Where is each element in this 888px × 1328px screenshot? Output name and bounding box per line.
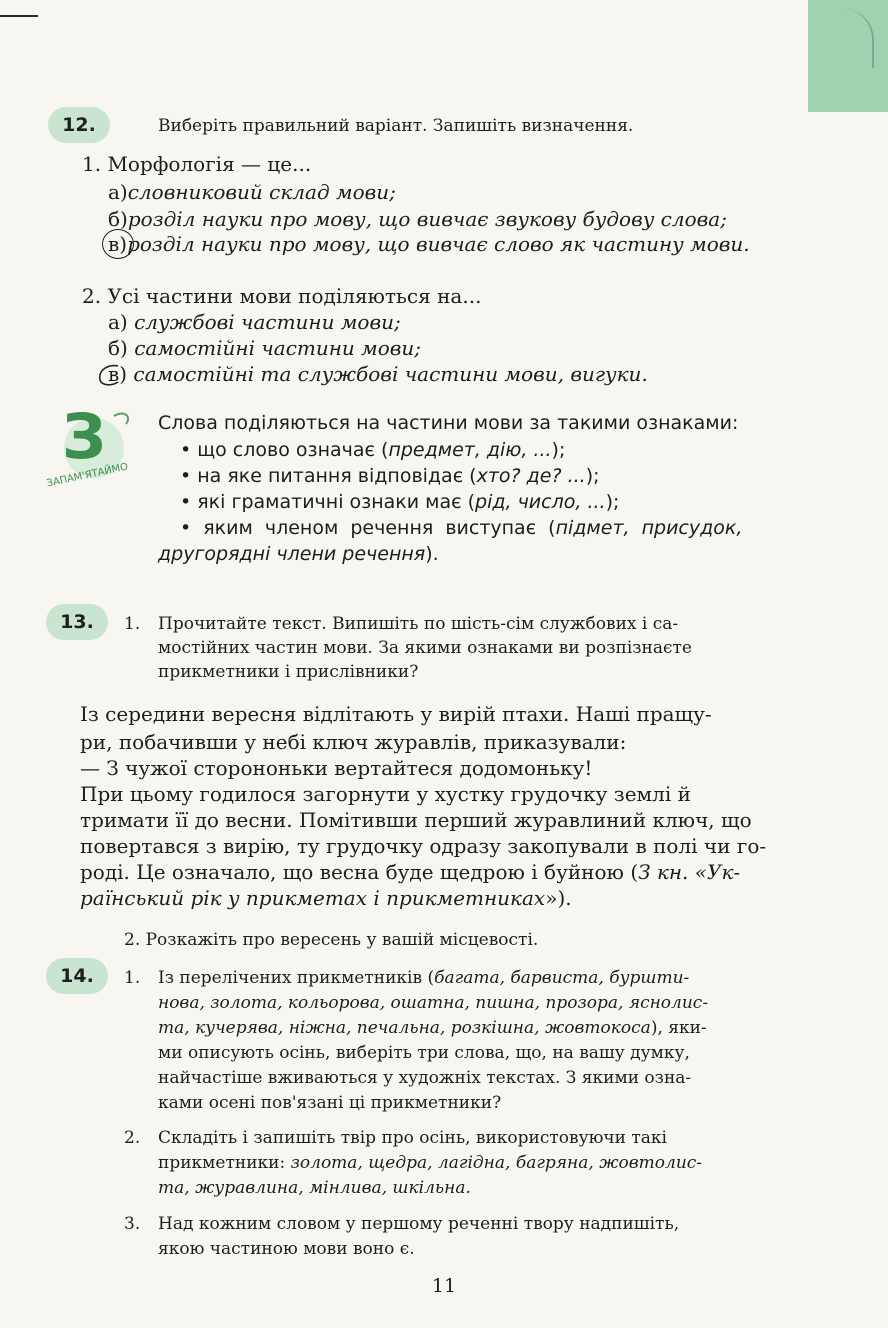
q2-a-label: а) [108,310,128,334]
remember-bullet-3 [180,491,619,513]
ex13-text-line-2: ри, побачивши у небі ключ журавлів, приказували: [80,730,627,754]
ex14-task1-line-3 [158,1018,707,1038]
q2-a-text: службові частини мови; [134,310,401,334]
ex14-task2-number: 2. [124,1128,141,1148]
q2-stem: 2. Усі частини мови поділяються на... [82,284,482,308]
remember-icon-label: ЗАПАМ'ЯТАЙМО [45,461,130,490]
b1-pre: • що слово означає ( [180,439,389,461]
ex13-text-line-4: При цьому годилося загорнути у хустку грудочку землі й [80,782,691,806]
ex13-text-line-5: тримати її до весни. Помітивши перший журавлиний ключ, що [80,808,752,832]
line8-source: раїнський рік у прикметах і прикметниках [80,886,546,910]
t2-l2-italic: золота, щедра, лагідна, багряна, жовтолис- [290,1153,703,1173]
b2-post: ); [585,465,600,487]
q2-c-text: самостійні та службові частини мови, вигуки. [133,362,648,386]
ex13-task1-number: 1. [124,614,141,634]
ex14-task2-line-3: та, журавлина, мінлива, шкільна. [158,1178,471,1198]
t1-l3-italic: та, кучерява, ніжна, печальна, розкішна, жовтокоса [158,1018,651,1038]
b1-post: ); [551,439,566,461]
q2-option-a [108,310,401,334]
ex14-task3-line-1: Над кожним словом у першому реченні твору надпишіть, [158,1214,680,1234]
b3-italic: рід, число, ... [475,491,606,513]
b2-pre: • на яке питання відповідає ( [180,465,477,487]
q1-b-text: розділ науки про мову, що вивчає звукову будову слова; [127,207,727,231]
line8-post: »). [545,886,572,910]
q2-option-c [108,362,648,386]
ex13-text-line-8 [80,886,572,910]
ex13-task1-line-1: Прочитайте текст. Випишіть по шість-сім службових і са- [158,614,679,634]
remember-bullet-2 [180,465,600,487]
ex14-task1-line-4: ми описують осінь, виберіть три слова, що, на вашу думку, [158,1043,690,1063]
q1-option-b [108,207,727,231]
q1-option-a [108,180,396,204]
ex13-task1-line-2: мостійних частин мови. За якими ознаками ви розпізнаєте [158,638,692,658]
exercise-13-badge: 13. [46,604,108,640]
q2-b-text: самостійні частини мови; [134,336,422,360]
remember-intro: Слова поділяються на частини мови за такими ознаками: [158,412,739,434]
b3-pre: • які граматичні ознаки має ( [180,491,476,513]
ex13-task2: 2. Розкажіть про вересень у вашій місцевості. [124,930,539,950]
ex14-task2-line-1: Складіть і запишіть твір про осінь, використовуючи такі [158,1128,667,1148]
t2-l2-pre: прикметники: [158,1153,291,1173]
remember-bullet-4 [180,517,742,539]
q1-c-label: в) [108,232,128,256]
ex14-task1-line-5: найчастіше вживаються у художніх текстах. З якими озна- [158,1068,692,1088]
b1-italic: предмет, дію, ... [388,439,552,461]
q2-option-b [108,336,421,360]
ex13-text-line-1: Із середини вересня відлітають у вирій птахи. Наші пращу- [80,702,712,726]
ex14-task2-line-2 [158,1153,702,1173]
remember-bullet-4-line-2 [158,543,439,565]
q1-a-text: словниковий склад мови; [127,180,396,204]
b2-italic: хто? де? ... [476,465,586,487]
page-number: 11 [431,1275,457,1297]
remember-bullet-1 [180,439,565,461]
q1-b-label: б) [108,207,128,231]
b4-line2-italic: другорядні члени речення [158,543,426,565]
ex13-text-line-6: повертався з вирію, ту грудочку одразу закопували в полі чи го- [80,834,767,858]
exercise-12-instruction: Виберіть правильний варіант. Запишіть визначення. [158,116,634,136]
ex14-task3-line-2: якою частиною мови воно є. [158,1239,415,1259]
ex13-task1-line-3: прикметники і прислівники? [158,662,419,682]
t1-l1-pre: Із перелічених прикметників ( [158,968,435,988]
t1-l3-post: ), яки- [650,1018,707,1038]
q2-b-label: б) [108,336,128,360]
q2-c-label: в) [108,362,128,386]
b3-post: ); [605,491,620,513]
remember-icon-digit: З [62,400,107,473]
line7-pre: роді. Це означало, що весна буде щедрою і буйною ( [80,860,639,884]
t1-l1-italic: багата, барвиста, буршти- [434,968,690,988]
ex14-task1-line-1 [158,968,689,988]
q1-stem: 1. Морфологія — це... [82,152,312,176]
q1-c-text: розділ науки про мову, що вивчає слово як частину мови. [127,232,750,256]
line7-source: З кн. «Ук- [638,860,741,884]
q1-option-c [108,232,750,256]
ex13-text-line-7 [80,860,740,884]
header-rule [0,15,38,17]
ex14-task1-number: 1. [124,968,141,988]
b4-pre: • яким членом речення виступає ( [180,517,556,539]
exercise-14-badge: 14. [46,958,108,994]
ex14-task1-line-6: ками осені пов'язані ці прикметники? [158,1093,502,1113]
ex13-text-line-3: — З чужої сторононьки вертайтеся додомоньку! [80,756,593,780]
b4-line2-post: ). [425,543,439,565]
ex14-task1-line-2: нова, золота, кольорова, ошатна, пишна, прозора, яснолис- [158,993,709,1013]
exercise-12-badge: 12. [48,107,110,143]
ex14-task3-number: 3. [124,1214,141,1234]
b4-italic: підмет, присудок, [555,517,743,539]
q1-a-label: а) [108,180,128,204]
